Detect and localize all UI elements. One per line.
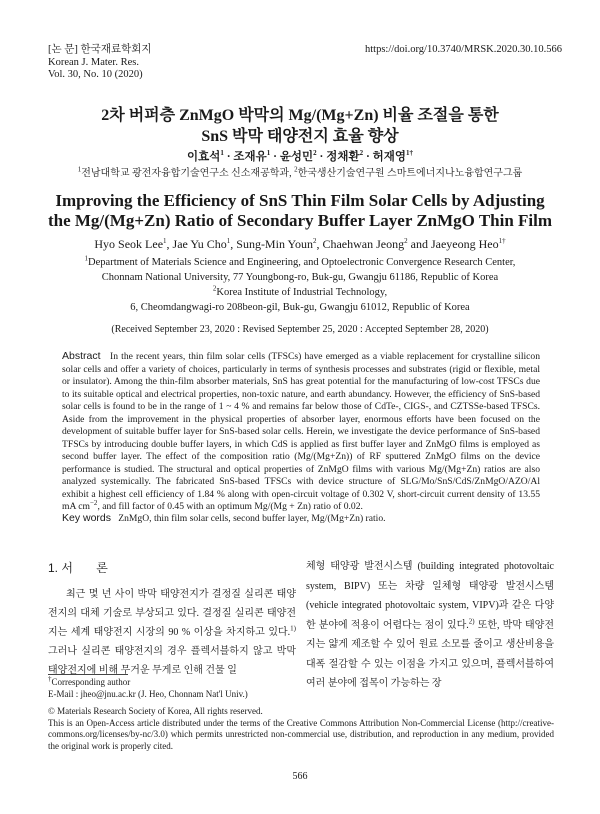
title-english xyxy=(0,191,600,231)
author-affil-mark: 1† xyxy=(406,149,413,158)
author-affil-mark: 1 xyxy=(163,237,167,245)
keywords-text: ZnMgO, thin film solar cells, second buffer layer, Mg/(Mg+Zn) ratio. xyxy=(118,513,386,524)
citation-mark: 2) xyxy=(468,617,475,626)
author: 조재유 xyxy=(233,151,267,163)
abstract-text-end: , and fill factor of 0.45 with an optimum Mg/(Mg + Zn) ratio of 0.02. xyxy=(97,501,363,512)
title-ko-line1: 2차 버퍼층 ZnMgO 박막의 Mg/(Mg+Zn) 비율 조절을 통한 xyxy=(101,107,499,124)
title-ko-line2: SnS 박막 태양전지 효율 향상 xyxy=(201,128,399,145)
dagger-mark: † xyxy=(48,675,52,683)
author-affil-mark: 2 xyxy=(404,237,408,245)
author-affil-mark: 1 xyxy=(220,149,224,158)
body-text: 그러나 실리콘 태양전지의 경우 플렉서블하지 않고 박막 태양전지에 비해 무거운 무게로 인해 건물 일 xyxy=(48,646,296,676)
affiliation: 전남대학교 광전자융합기술연구소 신소재공학과, xyxy=(81,168,295,179)
copyright-line: © Materials Research Society of Korea, All rights reserved. xyxy=(48,706,263,716)
journal-info xyxy=(48,44,152,82)
section-title: 론 xyxy=(96,561,108,575)
title-en-line1: Improving the Efficiency of SnS Thin Film Solar Cells by Adjusting xyxy=(55,191,545,210)
abstract xyxy=(62,350,540,514)
section-number: 1. 서 xyxy=(48,561,73,575)
title-korean xyxy=(0,105,600,147)
author: 윤성민 xyxy=(279,151,314,163)
journal-volume: Vol. 30, No. 10 (2020) xyxy=(48,69,143,80)
affil-mark: 1 xyxy=(84,254,89,263)
author-affil-mark: 1 xyxy=(266,149,271,158)
abstract-sup: −2 xyxy=(89,498,98,507)
doi-link[interactable]: https://doi.org/10.3740/MRSK.2020.30.10.566 xyxy=(365,44,562,55)
affiliation-line: Chonnam National University, 77 Youngbong-ro, Buk-gu, Gwangju 61186, Republic of Korea xyxy=(101,272,499,283)
corresponding-label: Corresponding author xyxy=(51,677,131,687)
author-affil-mark: 1† xyxy=(498,237,506,245)
affil-mark: 2 xyxy=(294,165,298,174)
affiliations-korean xyxy=(0,164,600,179)
affil-mark: 2 xyxy=(212,284,217,293)
author-affil-mark: 2 xyxy=(313,149,317,158)
author: 정채환 xyxy=(326,151,360,163)
affiliation-line: Korea Institute of Industrial Technology, xyxy=(216,287,388,298)
body-text: 최근 몇 년 사이 박막 태양전지가 결정질 실리콘 태양전지의 대체 기술로 부상되고 있다. 결정질 실리콘 태양전지는 세계 태양전지 시장의 90 % 이상을 차지하고 있다. xyxy=(48,589,296,638)
keywords xyxy=(62,512,540,524)
author: Jaeyeong Heo xyxy=(430,237,499,251)
license-footnote xyxy=(48,706,554,752)
author-affil-mark: 2 xyxy=(312,237,317,245)
authors-korean: 이효석$^1$ · 조재유$^1$ · 윤성민$^2$ · 정채환$^2$ · 허재영$^{1\dagger}$ xyxy=(186,149,413,163)
title-en-line2: the Mg/(Mg+Zn) Ratio of Secondary Buffer Layer ZnMgO Thin Film xyxy=(47,211,553,230)
authors-english: Hyo Seok Lee$^1$, Jae Yu Cho$^1$, Sung-Min Youn$^2$, Chaehwan Jeong$^2$ and Jaeyeong Heo$^{1\dagger}$ xyxy=(94,237,506,251)
citation-mark: 1) xyxy=(290,624,296,633)
author: Sung-Min Youn xyxy=(236,237,313,251)
page-header xyxy=(48,44,562,82)
footnote-rule xyxy=(48,674,128,675)
corresponding-footnote xyxy=(48,677,554,700)
author: 이효석 xyxy=(186,151,221,163)
author: Hyo Seok Lee xyxy=(94,237,164,251)
corresponding-email: E-Mail : jheo@jnu.ac.kr (J. Heo, Chonnam Nat'l Univ.) xyxy=(48,688,248,699)
affiliations-english xyxy=(0,255,600,315)
author-affil-mark: 2 xyxy=(359,149,364,158)
affil-mark: 1 xyxy=(77,165,82,174)
keywords-label: Key words xyxy=(62,512,112,524)
author: Jae Yu Cho xyxy=(172,237,227,251)
affiliation: 한국생산기술연구원 스마트에너지나노융합연구그룹 xyxy=(297,168,523,179)
section-heading xyxy=(48,559,108,576)
body-text: 체형 태양광 발전시스템 (building integrated photovoltaic system, BIPV) 또는 차량 일체형 태양광 발전시스템 (vehicle integrated photovoltaic system, VIPV)과 같은 다양한 분야에 적용이 어렵다는 점이 있다. xyxy=(306,561,554,631)
body-text: 또한, 박막 태양전지는 얇게 제조할 수 있어 원료 소모를 줄이고 생산비용을 대폭 절감할 수 있는 이점을 가지고 있으며, 플렉서블하여 여러 분야에 접목이 가능하는 장 xyxy=(306,619,554,689)
affiliation-line: 6, Cheomdangwagi-ro 208beon-gil, Buk-gu, Gwangju 61012, Republic of Korea xyxy=(130,302,470,313)
journal-name-en: Korean J. Mater. Res. xyxy=(48,56,139,68)
author: Chaehwan Jeong xyxy=(322,237,405,251)
author-affil-mark: 1 xyxy=(226,237,231,245)
body-column-right xyxy=(306,557,554,694)
license-text: This is an Open-Access article distributed under the terms of the Creative Commons Attribution Non-Commercial License (http://creative-commons.org/licenses/by-nc/3.0) which permits unrestricted non-commercial use, distribution, and reproduction in any medium, provided the original work is properly cited. xyxy=(48,717,554,751)
received-dates: (Received September 23, 2020 : Revised September 25, 2020 : Accepted September 28, 2020) xyxy=(111,324,489,335)
abstract-text: In the recent years, thin film solar cells (TFSCs) have emerged as a viable replacement for crystalline silicon solar cells and offer a variety of choices, particularly in terms of synthesis processes and substrates (rigid or flexible, metal or insulator). Among the thin-film absorber materials, SnS has great potential for the manufacturing of low-cost TFSCs due to its suitable optical and electrical properties, non-toxic nature, and earth abundancy. However, the efficiency of SnS-based solar cells is found to be in the range of 1 ~ 4 % and remains far below those of CdTe-, CIGS-, and CZTSSe-based TFSCs. Aside from the improvement in the physical properties of absorber layer, enormous efforts have been focused on the development of suitable buffer layer for SnS-based solar cells. Herein, we investigate the device performance of SnS-based TFSCs by introducing double buffer layers, in which CdS is applied as first buffer layer and ZnMgO films is employed as second buffer layer. The effect of the composition ratio (Mg/(Mg+Zn)) of RF sputtered ZnMgO films on the device performance is studied. The structural and optical properties of ZnMgO films with various Mg/(Mg+Zn) ratios are also analyzed systemically. The fabricated SnS-based TFSCs with device structure of SLG/Mo/SnS/CdS/ZnMgO/AZO/Al exhibit a highest cell efficiency of 1.84 % along with open-circuit voltage of 0.302 V, short-circuit current density of 13.55 mA cm xyxy=(62,351,540,512)
body-column-left xyxy=(48,585,296,680)
author: 허재영 xyxy=(372,151,406,163)
page-number: 566 xyxy=(292,771,308,782)
abstract-label: Abstract xyxy=(62,350,101,362)
journal-name-ko: [논 문] 한국재료학회지 xyxy=(48,44,152,55)
affiliation-line: Department of Materials Science and Engineering, and Optoelectronic Convergence Research Center, xyxy=(88,257,516,268)
